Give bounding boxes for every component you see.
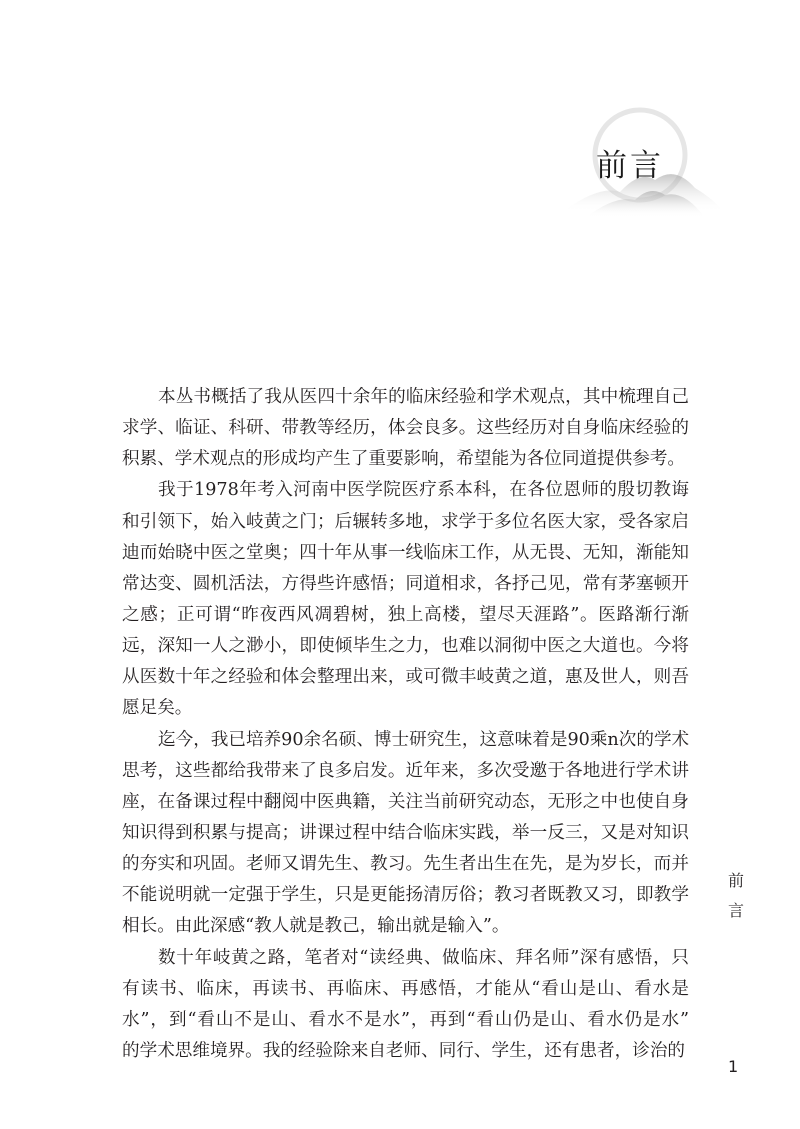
text-line: 知识得到积累与提高；讲课过程中结合临床实践，举一反三，又是对知识: [122, 822, 689, 843]
page-number: 1: [728, 1057, 739, 1076]
text-line: 和引领下，始入岐黄之门；后辗转多地，求学于多位名医大家，受各家启: [122, 511, 689, 532]
text-line: 相长。由此深感“教人就是教己，输出就是输入”。: [122, 916, 510, 937]
text-line: 从医数十年之经验和体会整理出来，或可微丰岐黄之道，惠及世人，则吾: [122, 667, 689, 688]
paragraph: [122, 725, 689, 943]
text-line: 求学、临证、科研、带教等经历，体会良多。这些经历对自身临床经验的: [122, 418, 689, 439]
side-label-char: 前: [727, 871, 744, 890]
text-line: 不能说明就一定强于学生，只是更能扬清厉俗；教习者既教又习，即教学: [122, 885, 689, 906]
text-line: 我于1978年考入河南中医学院医疗系本科，在各位恩师的殷切教诲: [158, 480, 689, 501]
side-label-char: 言: [727, 901, 744, 920]
text-line: 有读书、临床，再读书、再临床、再感悟，才能从“看山是山、看水是: [122, 978, 689, 999]
text-line: 的夯实和巩固。老师又谓先生、教习。先生者出生在先，是为岁长，而并: [122, 854, 689, 875]
text-line: 数十年岐黄之路，笔者对“读经典、做临床、拜名师”深有感悟，只: [158, 947, 689, 968]
text-line: 本丛书概括了我从医四十余年的临床经验和学术观点，其中梳理自己: [158, 387, 689, 407]
paragraph: [122, 475, 689, 724]
text-line: 思考，这些都给我带来了良多启发。近年来，多次受邀于各地进行学术讲: [122, 760, 689, 781]
paragraph: [122, 382, 689, 475]
text-line: 常达变、圆机活法，方得些许感悟；同道相求，各抒己见，常有茅塞顿开: [122, 573, 689, 594]
text-line: 愿足矣。: [122, 698, 193, 719]
page-title: 前言: [596, 148, 664, 184]
running-side-label: [726, 866, 746, 926]
text-line: 水”，到“看山不是山、看水不是水”，再到“看山仍是山、看水仍是水”: [122, 1009, 689, 1030]
text-line: 迄今，我已培养90余名硕、博士研究生，这意味着是90乘n次的学术: [158, 729, 690, 750]
text-line: 远，深知一人之渺小，即使倾毕生之力，也难以洞彻中医之大道也。今将: [122, 636, 689, 657]
text-line: 积累、学术观点的形成均产生了重要影响，希望能为各位同道提供参考。: [122, 449, 686, 470]
text-line: 的学术思维境界。我的经验除来自老师、同行、学生，还有患者，诊治的: [122, 1040, 686, 1061]
text-line: 迪而始晓中医之堂奥；四十年从事一线临床工作，从无畏、无知，渐能知: [122, 542, 689, 563]
text-line: 之感；正可谓“昨夜西风凋碧树，独上高楼，望尽天涯路”。医路渐行渐: [122, 604, 689, 625]
text-line: 座，在备课过程中翻阅中医典籍，关注当前研究动态，无形之中也使自身: [122, 791, 689, 812]
paragraph: [122, 943, 689, 1068]
preface-body: [122, 382, 689, 1067]
